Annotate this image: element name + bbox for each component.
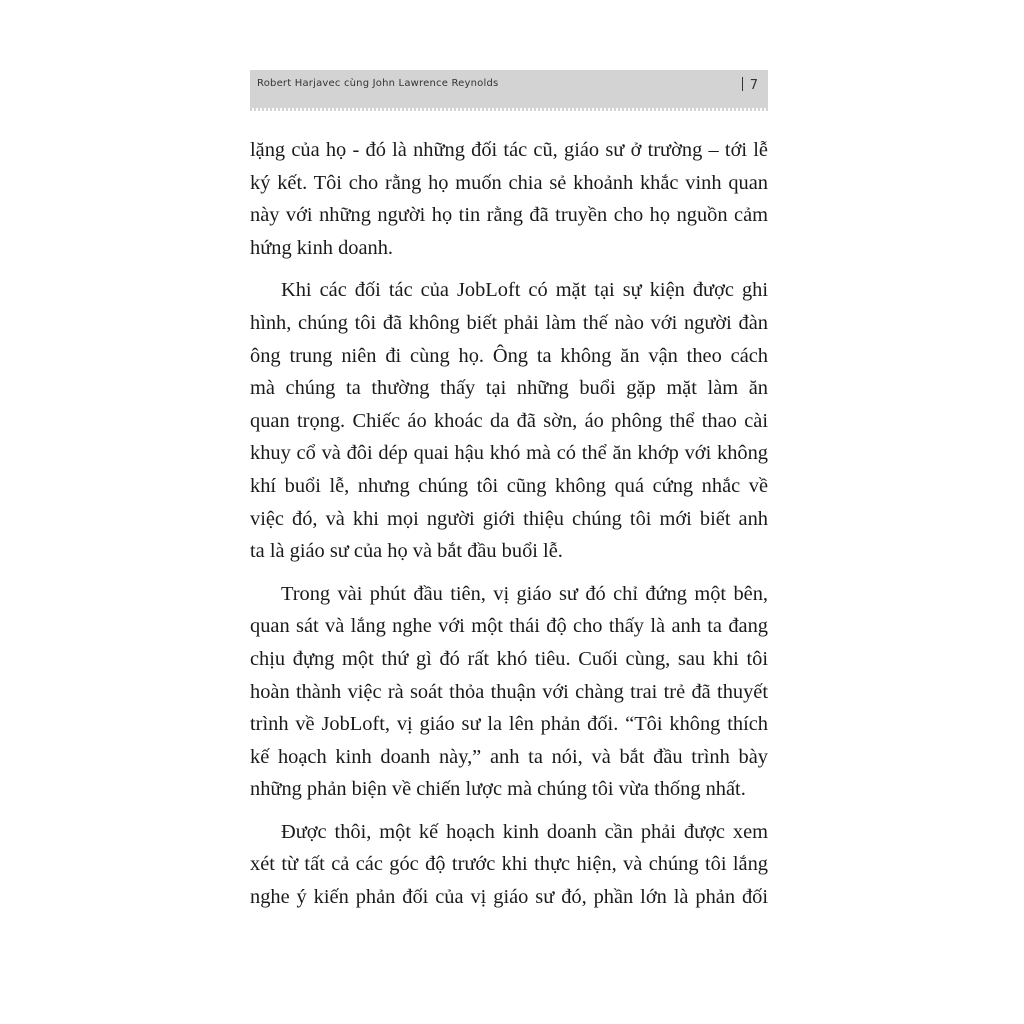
text-line: hoàn thành việc rà soát thỏa thuận với chàng trai trẻ đã thuyết bbox=[250, 680, 768, 703]
text-line: lặng của họ - đó là những đối tác cũ, giáo sư ở trường – tới lễ bbox=[250, 139, 768, 161]
text-line: hình, chúng tôi đã không biết phải làm thế nào với người đàn bbox=[250, 311, 768, 334]
running-header bbox=[250, 70, 768, 108]
paragraph-2 bbox=[250, 274, 768, 567]
paragraph-4 bbox=[250, 816, 768, 914]
paragraph-1 bbox=[250, 134, 768, 264]
header-author: Robert Harjavec cùng John Lawrence Reynolds bbox=[257, 78, 499, 89]
text-line: những phản biện về chiến lược mà chúng tôi vừa thống nhất. bbox=[250, 778, 746, 801]
text-line: ta là giáo sư của họ và bắt đầu buổi lễ. bbox=[250, 540, 563, 563]
header-separator bbox=[742, 77, 743, 91]
body-text bbox=[250, 134, 768, 914]
text-line: Khi các đối tác của JobLoft có mặt tại sự kiện được ghi bbox=[281, 279, 768, 302]
text-line: ông trung niên đi cùng họ. Ông ta không ăn vận theo cách bbox=[250, 344, 768, 367]
text-line: Trong vài phút đầu tiên, vị giáo sư đó chỉ đứng một bên, bbox=[281, 582, 768, 605]
text-line: khuy cổ và đôi dép quai hậu khó mà có thể ăn khớp với không bbox=[250, 442, 768, 465]
text-line: khí buổi lễ, nhưng chúng tôi cũng không quá cứng nhắc về bbox=[250, 474, 768, 497]
text-line: ký kết. Tôi cho rằng họ muốn chia sẻ khoảnh khắc vinh quan bbox=[250, 171, 768, 194]
text-line: xét từ tất cả các góc độ trước khi thực hiện, và chúng tôi lắng bbox=[250, 853, 768, 876]
header-page-number-wrap bbox=[742, 77, 758, 93]
text-line: nghe ý kiến phản đối của vị giáo sư đó, phần lớn là phản đối bbox=[250, 886, 768, 909]
text-line: mà chúng ta thường thấy tại những buổi gặp mặt làm ăn bbox=[250, 377, 768, 400]
text-line: hứng kinh doanh. bbox=[250, 236, 394, 259]
text-line: này với những người họ tin rằng đã truyền cho họ nguồn cảm bbox=[250, 204, 768, 227]
text-line: chịu đựng một thứ gì đó rất khó tiêu. Cuối cùng, sau khi tôi bbox=[250, 647, 768, 670]
text-line: quan trọng. Chiếc áo khoác da đã sờn, áo phông thể thao cài bbox=[250, 409, 768, 432]
text-line: kế hoạch kinh doanh này,” anh ta nói, và bắt đầu trình bày bbox=[250, 745, 768, 768]
text-line: Được thôi, một kế hoạch kinh doanh cần phải được xem bbox=[281, 820, 768, 843]
text-line: quan sát và lắng nghe với một thái độ cho thấy là anh ta đang bbox=[250, 615, 768, 638]
text-line: việc đó, và khi mọi người giới thiệu chúng tôi mới biết anh bbox=[250, 507, 768, 530]
page-number: 7 bbox=[749, 78, 758, 93]
text-line: trình về JobLoft, vị giáo sư la lên phản đối. “Tôi không thích bbox=[250, 713, 768, 736]
paragraph-3 bbox=[250, 578, 768, 806]
